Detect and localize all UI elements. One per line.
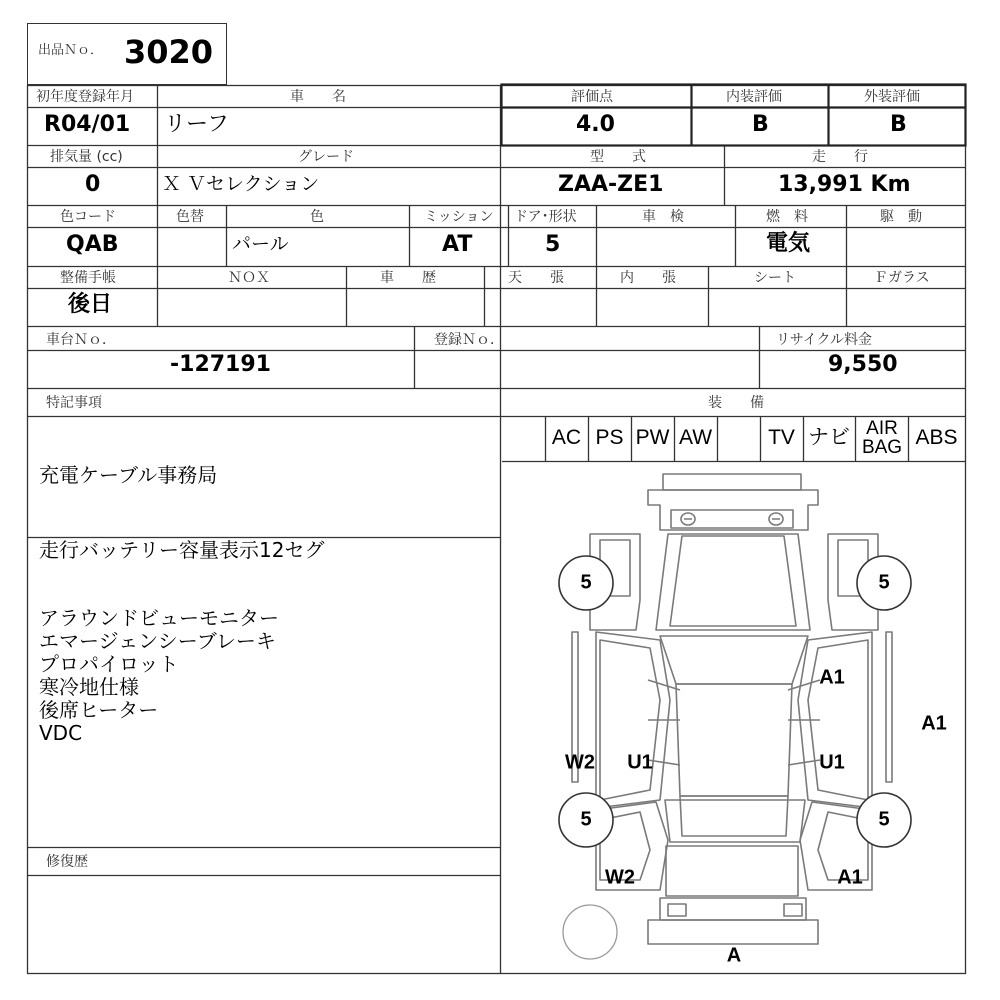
exterior-grade-label: 外装評価 [864,89,920,105]
notes-label: 特記事項 [46,395,102,411]
tire-front-right-mark: 5 [878,571,890,594]
score-label: 評価点 [571,89,613,105]
tire-front-left-mark: 5 [580,571,592,594]
equipment-item-abs: ABS [915,426,958,449]
right-door-u-mark: U1 [819,751,845,774]
right-rear-a-mark: A1 [837,866,863,889]
sunroof-label: 天 張 [508,270,564,286]
displacement-label: 排気量 (cc) [50,149,123,165]
grade-label: グレード [298,149,354,165]
registration-no-label: 登録Ｎｏ． [434,332,504,348]
model-label: 型 式 [590,149,646,165]
car-name-label: 車 名 [290,89,346,105]
color-code-value: QAB [66,232,119,257]
equipment-label: 装 備 [708,395,764,411]
right-side-mark: A1 [921,712,947,735]
grade-value: Ｘ Ｖセレクション [162,173,320,195]
list-item: VDC [39,721,83,745]
listing-number-label: 出品Ｎｏ． [38,43,104,58]
interior-grade-value: B [752,112,769,137]
left-door-w-mark: W2 [565,751,595,774]
equipment-item-tv: TV [768,426,795,449]
chassis-no-label: 車台Ｎｏ． [46,332,116,348]
equipment-item-airbag: AIR BAG [861,418,903,458]
color-code-label: 色コード [60,209,116,225]
recycle-fee-value: 9,550 [828,352,898,377]
equipment-item-ps: PS [595,426,624,449]
repair-history-label: 修復歴 [46,854,88,870]
seat-label: シート [754,270,796,286]
list-item: プロパイロット [39,652,179,676]
tire-rear-left-mark: 5 [580,808,592,831]
first-registration-label: 初年度登録年月 [36,89,134,105]
mileage-label: 走 行 [812,149,868,165]
door-shape-value: 5 [545,232,561,257]
inspection-label: 車 検 [642,209,684,225]
note-line-1: 充電ケーブル事務局 [39,463,218,487]
left-door-u-mark: U1 [627,751,653,774]
service-record-label: 整備手帳 [60,270,116,286]
displacement-value: 0 [85,172,101,197]
left-rear-w-mark: W2 [605,866,635,889]
fuel-value: 電気 [766,231,811,256]
score-value: 4.0 [576,112,615,137]
transmission-value: AT [442,232,473,257]
equipment-item-navi: ナビ [808,426,850,449]
right-fender-mark: A1 [819,666,845,689]
note-list [39,607,279,745]
exterior-grade-value: B [890,112,907,137]
equipment-item-pw: PW [635,426,670,449]
color-value: パール [232,233,289,255]
chassis-no-value: -127191 [170,352,271,377]
note-line-2: 走行バッテリー容量表示12セグ [39,538,325,562]
drive-label: 駆 動 [880,209,922,225]
equipment-item-aw: AW [678,426,713,449]
door-shape-label: ドア･形状 [514,209,577,225]
recycle-fee-label: リサイクル料金 [776,332,873,348]
tire-rear-right-mark: 5 [878,808,890,831]
equipment-item-ac: AC [551,426,582,449]
transmission-label: ミッション [424,209,494,225]
list-item: エマージェンシーブレーキ [39,629,276,653]
front-glass-label: Ｆガラス [874,270,930,286]
history-label: 車 歴 [380,270,436,286]
list-item: 後席ヒーター [39,698,159,722]
color-label: 色 [310,209,324,225]
color-change-label: 色替 [176,209,204,225]
nox-label: ＮＯＸ [228,270,270,286]
list-item: 寒冷地仕様 [39,675,139,699]
mileage-value: 13,991 Km [778,172,911,197]
first-registration-value: R04/01 [44,112,131,137]
interior-grade-label: 内装評価 [726,89,782,105]
list-item: アラウンドビューモニター [39,606,279,630]
listing-number: 3020 [124,33,214,71]
service-record-value: 後日 [68,292,113,317]
interior-trim-label: 内 張 [620,270,676,286]
model-value: ZAA-ZE1 [558,172,664,197]
car-name-value: リーフ [164,112,229,137]
rear-bumper-mark: A [726,944,742,967]
fuel-label: 燃 料 [766,209,808,225]
